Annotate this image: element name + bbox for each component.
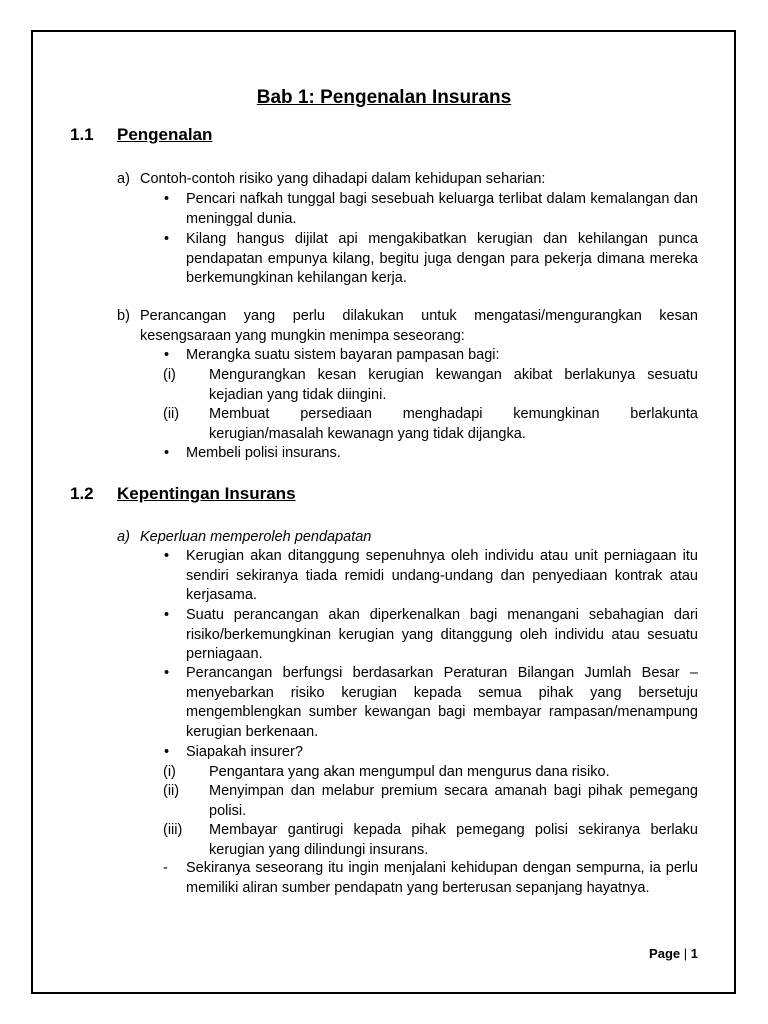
sub-item: Membuat persediaan menghadapi kemungkinan berlakunta kerugian/masalah kewanagn yang tidak dijangka. bbox=[209, 406, 698, 442]
section-title: Kepentingan Insurans bbox=[117, 484, 296, 503]
bullet-item: • Perancangan berfungsi berdasarkan Peraturan Bilangan Jumlah Besar – menyebarkan risiko kerugian kepada semua pihak yang bersetuju mengemblengkan sumber kewangan bagi membayar rampasan/menampung kerugian berkenaan. bbox=[186, 664, 698, 742]
roman-marker: (ii) bbox=[163, 783, 180, 799]
bullet-item: • Merangka suatu sistem bayaran pampasan bagi: bbox=[186, 346, 500, 366]
roman-marker: (i) bbox=[163, 764, 176, 780]
bullet-item: • Membeli polisi insurans. bbox=[186, 444, 341, 464]
sub-item: Sekiranya seseorang itu ingin menjalani kehidupan dengan sempurna, ia perlu memiliki aliran sumber pendapatn yang berterusan sepanjang hayatnya. bbox=[186, 860, 698, 896]
bullet-item: • Kerugian akan ditanggung sepenuhnya oleh individu atau unit perniagaan itu sendiri sekiranya tiada remidi undang-undang dan penyediaan kontrak atau kerjasama. bbox=[186, 547, 698, 606]
roman-marker: (i) bbox=[163, 367, 176, 383]
page-number: 1 bbox=[690, 946, 698, 961]
page-separator: | bbox=[683, 946, 688, 961]
item-label: a) bbox=[117, 171, 130, 187]
section-title: Pengenalan bbox=[117, 125, 213, 144]
sub-item: Mengurangkan kesan kerugian kewangan akibat berlakunya sesuatu kejadian yang tidak diingini. bbox=[209, 367, 698, 403]
roman-marker: (iii) bbox=[163, 822, 183, 838]
bullet-item: • Kilang hangus dijilat api mengakibatkan kerugian dan kehilangan punca pendapatan empunya kilang, begitu juga dengan para pekerja dimana mereka berkemungkinan kehilangan kerja. bbox=[186, 230, 698, 289]
bullet-item: • Pencari nafkah tunggal bagi sesebuah keluarga terlibat dalam kemalangan dan meninggal dunia. bbox=[186, 190, 698, 229]
page-label: Page bbox=[649, 946, 681, 961]
section-1-2-heading bbox=[70, 483, 670, 505]
sub-item: Membayar gantirugi kepada pihak pemegang polisi sekiranya berlaku kerugian yang dilindungi insurans. bbox=[209, 822, 698, 858]
sub-item: Pengantara yang akan mengumpul dan mengurus dana risiko. bbox=[209, 764, 610, 780]
page-footer bbox=[649, 946, 698, 961]
paragraph: Contoh-contoh risiko yang dihadapi dalam kehidupan seharian: bbox=[140, 171, 546, 187]
section-number: 1.1 bbox=[70, 125, 94, 144]
bullet-item: • Siapakah insurer? bbox=[186, 743, 303, 763]
bullet-item: • Suatu perancangan akan diperkenalkan bagi menangani sebahagian dari risiko/berkemungkinan kerugian yang ditanggung oleh individu atau sesuatu perniagaan. bbox=[186, 606, 698, 665]
dash-marker: - bbox=[163, 860, 168, 876]
paragraph: Perancangan yang perlu dilakukan untuk mengatasi/mengurangkan kesan kesengsaraan yang mungkin menimpa seseorang: bbox=[140, 308, 698, 344]
document-title: Bab 1: Pengenalan Insurans bbox=[256, 87, 512, 108]
roman-marker: (ii) bbox=[163, 406, 180, 422]
section-1-1-heading bbox=[70, 124, 670, 146]
item-label: a) bbox=[117, 529, 130, 545]
sub-item: Menyimpan dan melabur premium secara amanah bagi pihak pemegang polisi. bbox=[209, 783, 698, 819]
item-label: b) bbox=[117, 308, 130, 324]
section-number: 1.2 bbox=[70, 484, 94, 503]
subheading: Keperluan memperoleh pendapatan bbox=[140, 529, 372, 545]
